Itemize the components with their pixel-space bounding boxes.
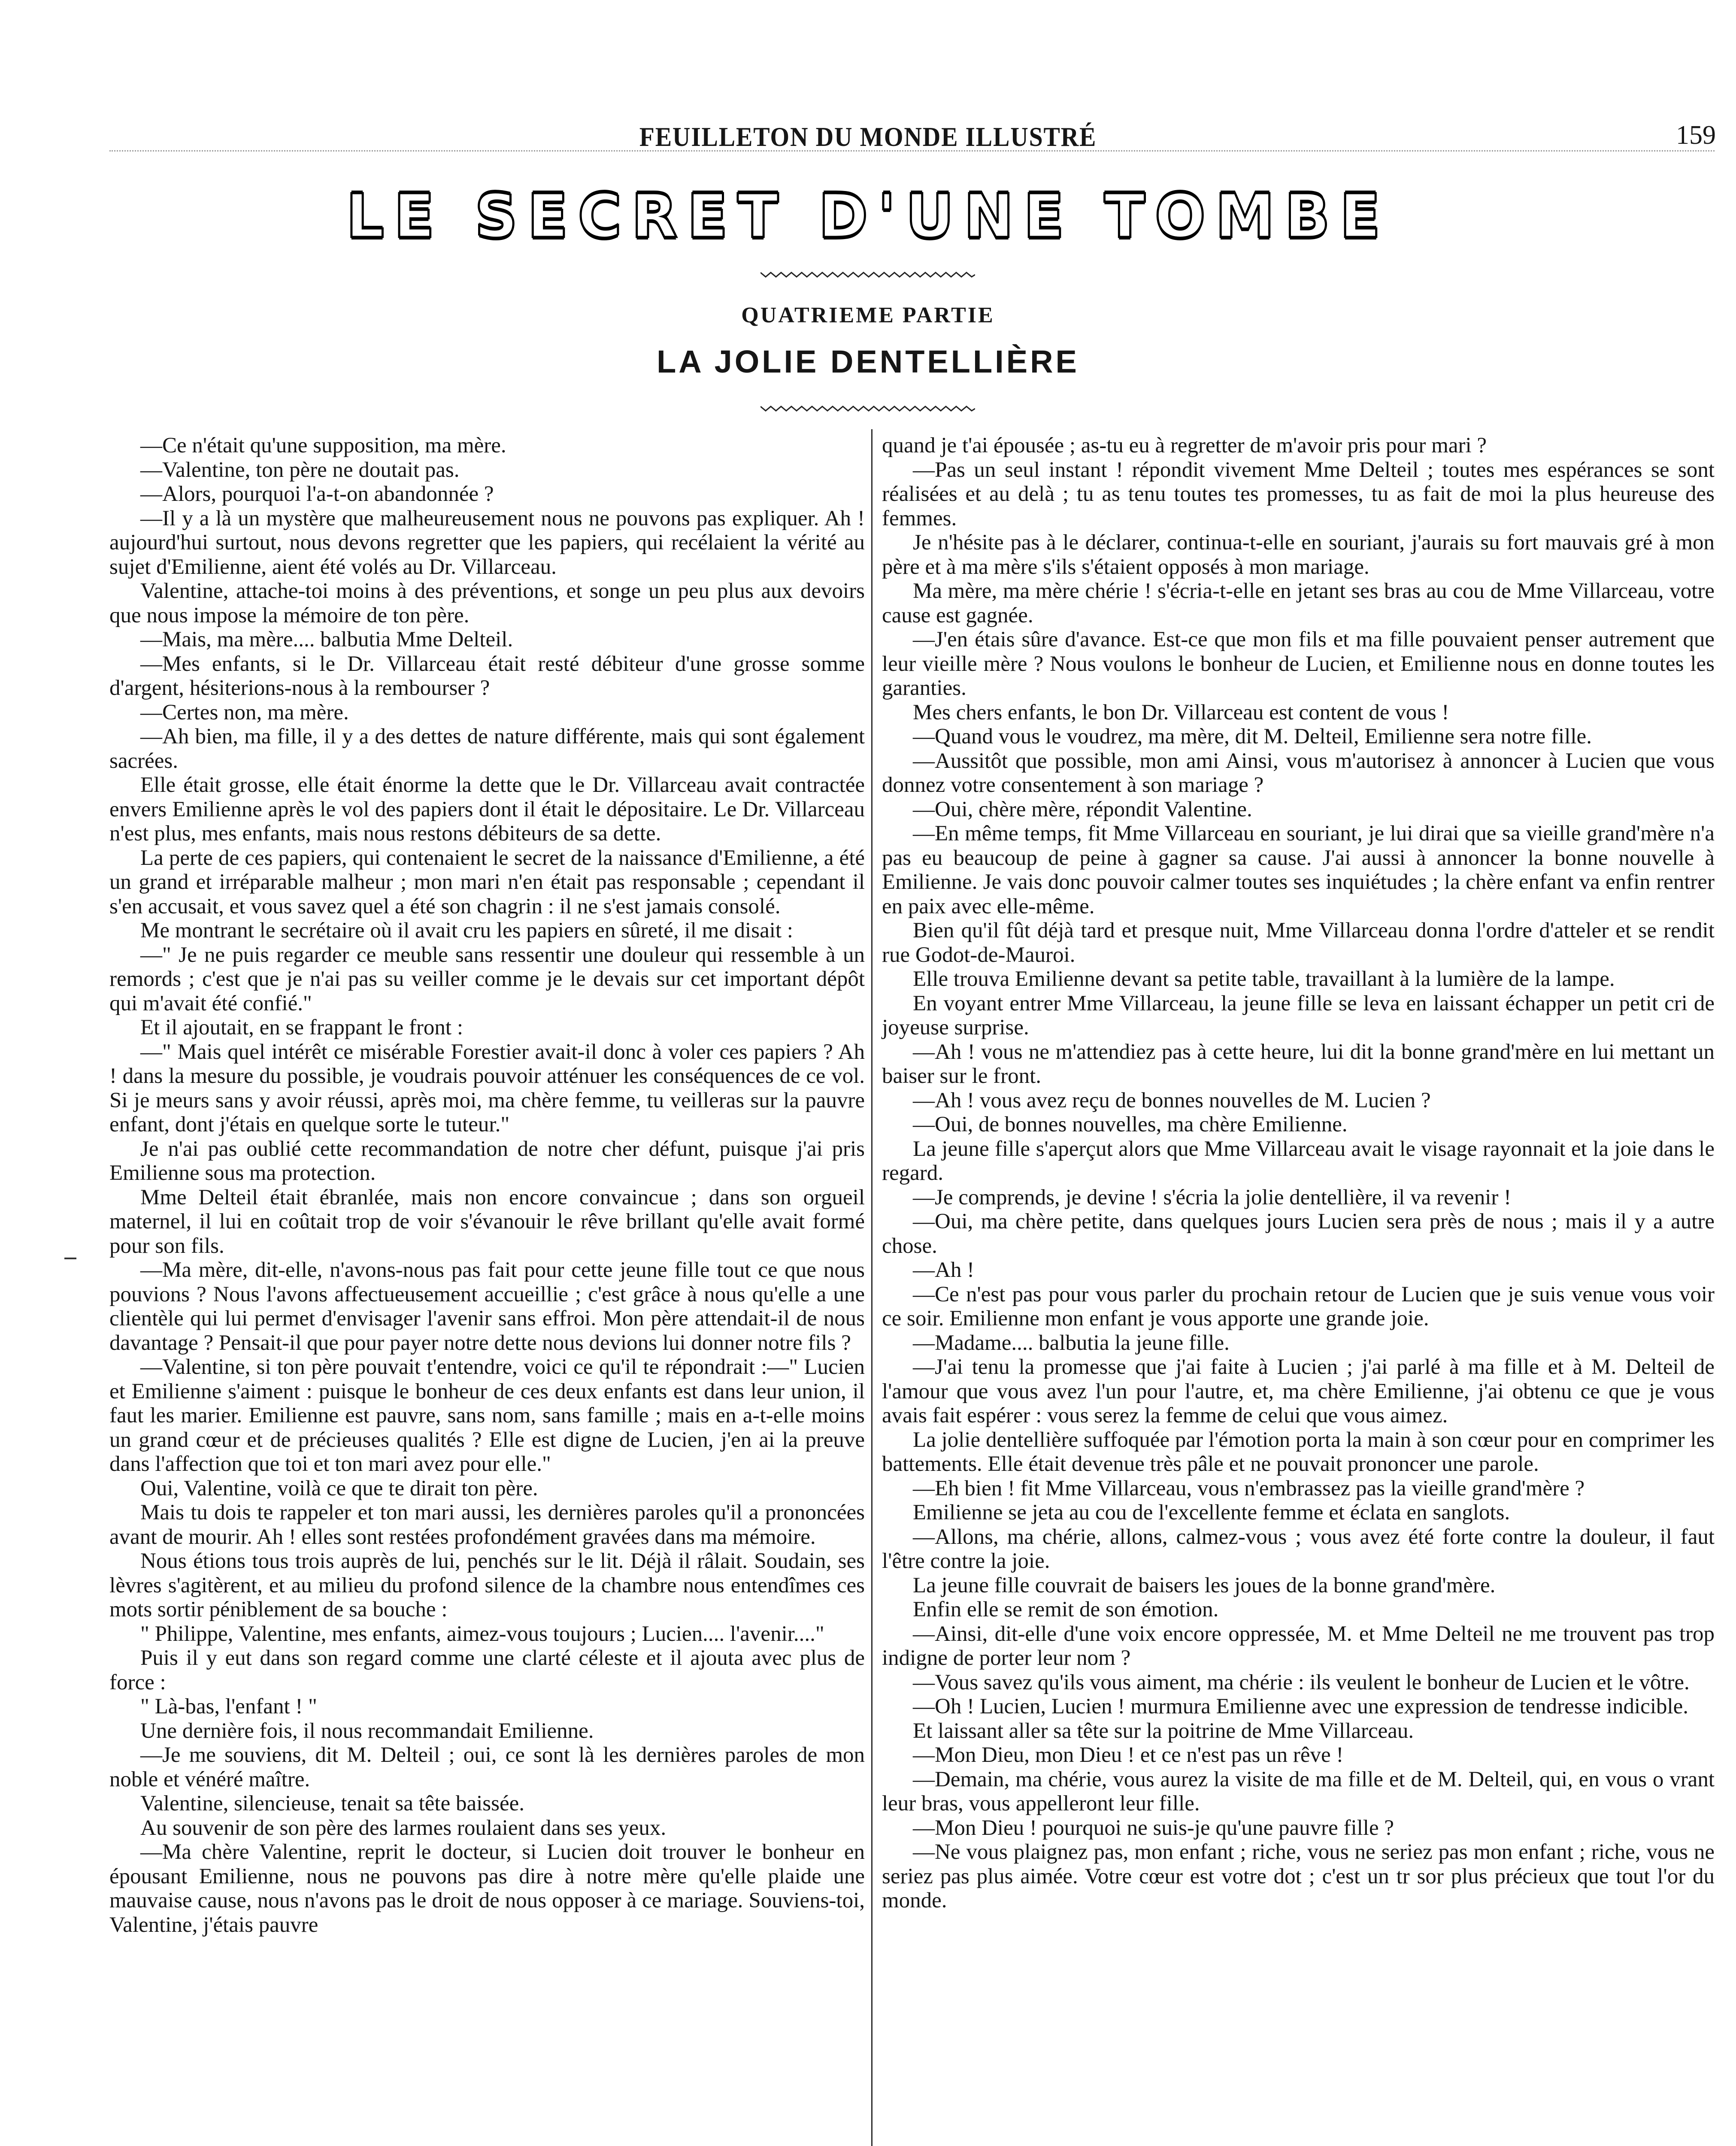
left-column (109, 433, 865, 1937)
paragraph: —Demain, ma chérie, vous aurez la visite de ma fille et de M. Delteil, qui, en vous o vrant leur bras, vous appelleront leur fille. (882, 1767, 1715, 1816)
paragraph: Une dernière fois, il nous recommandait Emilienne. (140, 1719, 594, 1743)
paragraph: La perte de ces papiers, qui contenaient le secret de la naissance d'Emilienne, a été un grand et irréparable malheur ; mon mari n'en était pas responsable ; cependant il s'en accusait, et vous savez quel a été son chagrin : il ne s'est jamais consolé. (109, 846, 865, 918)
paragraph: Et laissant aller sa tête sur la poitrine de Mme Villarceau. (913, 1719, 1414, 1743)
paragraph: Valentine, attache-toi moins à des préventions, et songe un peu plus aux devoirs que nous impose la mémoire de ton père. (109, 579, 865, 627)
paragraph: Oui, Valentine, voilà ce que te dirait ton père. (140, 1476, 538, 1500)
paragraph: Mais tu dois te rappeler et ton mari aussi, les dernières paroles qu'il a prononcées avant de mourir. Ah ! elles sont restées profondément gravées dans ma mémoire. (109, 1500, 865, 1549)
paragraph: —Oh ! Lucien, Lucien ! murmura Emilienne avec une expression de tendresse indicible. (913, 1694, 1689, 1719)
paragraph: —Ah ! (913, 1258, 975, 1282)
paragraph: Elle trouva Emilienne devant sa petite table, travaillant à la lumière de la lampe. (913, 967, 1615, 991)
paragraph: —Ma chère Valentine, reprit le docteur, si Lucien doit trouver le bonheur en épousant Emilienne, nous ne pouvons pas dire à notre mère qu'elle plaide une mauvaise cause, nous n'avons pas le droit de nous opposer à ce mariage. Souviens-toi, Valentine, j'étais pauvre (109, 1840, 865, 1937)
paragraph: —En même temps, fit Mme Villarceau en souriant, je lui dirai que sa vieille grand'mère n'a pas eu beaucoup de peine à gagner sa cause. J'ai aussi à annoncer la bonne nouvelle à Emilienne. Je vais donc pouvoir calmer toutes ses inquiétudes ; la chère enfant va enfin rentrer en paix avec elle-même. (882, 821, 1715, 918)
paragraph: Puis il y eut dans son regard comme une clarté céleste et il ajouta avec plus de force : (109, 1646, 865, 1694)
paragraph: Enfin elle se remit de son émotion. (913, 1597, 1219, 1622)
story-title: LE SECRET D'UNE TOMBE (346, 182, 1390, 252)
paragraph: " Philippe, Valentine, mes enfants, aimez-vous toujours ; Lucien.... l'avenir...." (140, 1622, 824, 1646)
paragraph: —" Mais quel intérêt ce misérable Forestier avait-il donc à voler ces papiers ? Ah ! dans la mesure du possible, je voudrais pouvoir atténuer les conséquences de ce vol. Si je meurs sans y avoir réussi, après moi, ma chère femme, tu veilleras sur la pauvre enfant, dont j'étais en quelque sorte le tuteur." (109, 1040, 865, 1137)
paragraph: Ma mère, ma mère chérie ! s'écria-t-elle en jetant ses bras au cou de Mme Villarceau, votre cause est gagnée. (882, 579, 1715, 627)
paragraph: quand je t'ai épousée ; as-tu eu à regretter de m'avoir pris pour mari ? (882, 433, 1487, 458)
paragraph: Emilienne se jeta au cou de l'excellente femme et éclata en sanglots. (913, 1500, 1510, 1525)
page-number: 159 (1676, 121, 1716, 150)
paragraph: —Mes enfants, si le Dr. Villarceau était resté débiteur d'une grosse somme d'argent, hésiterions-nous à la rembourser ? (109, 652, 865, 700)
paragraph: Valentine, silencieuse, tenait sa tête baissée. (140, 1791, 524, 1816)
paragraph: La jeune fille couvrait de baisers les joues de la bonne grand'mère. (913, 1573, 1496, 1597)
right-column (882, 433, 1715, 1913)
paragraph: —Oui, chère mère, répondit Valentine. (913, 797, 1252, 821)
title-ornament (760, 268, 975, 281)
paragraph: —Ah bien, ma fille, il y a des dettes de nature différente, mais qui sont également sacrées. (109, 724, 865, 773)
paragraph: —Ah ! vous avez reçu de bonnes nouvelles de M. Lucien ? (913, 1088, 1431, 1112)
paragraph: —J'ai tenu la promesse que j'ai faite à Lucien ; j'ai parlé à ma fille et à M. Delteil de l'amour que vous avez l'un pour l'autre, et, ma chère Emilienne, j'ai obtenu ce que je vous avais fait espérer : vous serez la femme de celui que vous aimez. (882, 1355, 1715, 1428)
paragraph: —Alors, pourquoi l'a-t-on abandonnée ? (140, 482, 494, 506)
paragraph: —Allons, ma chérie, allons, calmez-vous ; vous avez été forte contre la douleur, il faut l'être contre la joie. (882, 1525, 1715, 1573)
paragraph: —Mon Dieu, mon Dieu ! et ce n'est pas un rêve ! (913, 1743, 1344, 1767)
column-divider (871, 429, 873, 2146)
paragraph: —Mon Dieu ! pourquoi ne suis-je qu'une pauvre fille ? (913, 1816, 1394, 1840)
paragraph: —Aussitôt que possible, mon ami Ainsi, vous m'autorisez à annoncer à Lucien que vous donnez votre consentement à son mariage ? (882, 749, 1715, 797)
paragraph: —Ce n'était qu'une supposition, ma mère. (140, 433, 506, 458)
paragraph: Nous étions tous trois auprès de lui, penchés sur le lit. Déjà il râlait. Soudain, ses lèvres s'agitèrent, et au milieu du profond silence de la chambre nous entendîmes ces mots sortir péniblement de sa bouche : (109, 1549, 865, 1622)
paragraph: Au souvenir de son père des larmes roulaient dans ses yeux. (140, 1816, 667, 1840)
paragraph: —Mais, ma mère.... balbutia Mme Delteil. (140, 627, 513, 652)
paragraph: —Je me souviens, dit M. Delteil ; oui, ce sont là les dernières paroles de mon noble et vénéré maître. (109, 1743, 865, 1791)
paragraph: Et il ajoutait, en se frappant le front : (140, 1015, 464, 1040)
section-ornament (760, 402, 975, 415)
paragraph: —Pas un seul instant ! répondit vivement Mme Delteil ; toutes mes espérances se sont réalisées et au delà ; tu as tenu toutes tes promesses, tu as fait de moi la plus heureuse des femmes. (882, 458, 1715, 530)
paragraph: —Certes non, ma mère. (140, 700, 349, 724)
section-title: LA JOLIE DENTELLIÈRE (657, 344, 1079, 379)
paragraph: Elle était grosse, elle était énorme la dette que le Dr. Villarceau avait contractée envers Emilienne après le vol des papiers dont il était le dépositaire. Le Dr. Villarceau n'est plus, mes enfants, mais nous restons débiteurs de sa dette. (109, 773, 865, 846)
paragraph: —Il y a là un mystère que malheureusement nous ne pouvons pas expliquer. Ah ! aujourd'hui surtout, nous devons regretter que les papiers, qui recélaient la vérité au sujet d'Emilienne, aient été volés au Dr. Villarceau. (109, 506, 865, 579)
paragraph: Je n'hésite pas à le déclarer, continua-t-elle en souriant, j'aurais su fort mauvais gré à mon père et à ma mère s'ils s'étaient opposés à mon mariage. (882, 530, 1715, 579)
paragraph: —" Je ne puis regarder ce meuble sans ressentir une douleur qui ressemble à un remords ; c'est que je n'ai pas su veiller comme je le devais sur cet important dépôt qui m'avait été confié." (109, 943, 865, 1015)
paragraph: —Valentine, si ton père pouvait t'entendre, voici ce qu'il te répondrait :—" Lucien et Emilienne s'aiment : puisque le bonheur de ces deux enfants est dans leur union, il faut les marier. Emilienne est pauvre, sans nom, sans famille ; mais en a-t-elle moins un grand cœur et de précieuses qualités ? Elle est digne de Lucien, j'en ai la preuve dans l'affection que toi et ton mari avez pour elle." (109, 1355, 865, 1476)
paragraph: —Oui, ma chère petite, dans quelques jours Lucien sera près de nous ; mais il y a autre chose. (882, 1209, 1715, 1258)
header-rule (109, 150, 1715, 152)
paragraph: Mes chers enfants, le bon Dr. Villarceau est content de vous ! (913, 700, 1449, 724)
paragraph: —Vous savez qu'ils vous aiment, ma chérie : ils veulent le bonheur de Lucien et le vôtre. (913, 1670, 1690, 1694)
paragraph: La jolie dentellière suffoquée par l'émotion porta la main à son cœur pour en comprimer les battements. Elle était devenue très pâle et ne pouvait prononcer une parole. (882, 1428, 1715, 1476)
paragraph: —Ainsi, dit-elle d'une voix encore oppressée, M. et Mme Delteil ne me trouvent pas trop indigne de porter leur nom ? (882, 1622, 1715, 1670)
paragraph: —Quand vous le voudrez, ma mère, dit M. Delteil, Emilienne sera notre fille. (913, 724, 1592, 749)
paragraph: —Ne vous plaignez pas, mon enfant ; riche, vous ne seriez pas mon enfant ; riche, vous ne seriez pas plus aimée. Votre cœur est votre dot ; c'est un tr sor plus précieux que tout l'or du monde. (882, 1840, 1715, 1913)
paragraph: —Madame.... balbutia la jeune fille. (913, 1331, 1230, 1355)
part-title: QUATRIEME PARTIE (741, 303, 995, 327)
paragraph: En voyant entrer Mme Villarceau, la jeune fille se leva en laissant échapper un petit cri de joyeuse surprise. (882, 991, 1715, 1040)
margin-mark-left (64, 1258, 76, 1259)
paragraph: Me montrant le secrétaire où il avait cru les papiers en sûreté, il me disait : (140, 918, 793, 943)
paragraph: La jeune fille s'aperçut alors que Mme Villarceau avait le visage rayonnait et la joie dans le regard. (882, 1137, 1715, 1185)
paragraph: " Là-bas, l'enfant ! " (140, 1694, 317, 1719)
running-head: FEUILLETON DU MONDE ILLUSTRÉ (639, 121, 1097, 152)
paragraph: —Ce n'est pas pour vous parler du prochain retour de Lucien que je suis venue vous voir ce soir. Emilienne mon enfant je vous apporte une grande joie. (882, 1282, 1715, 1331)
paragraph: —Ah ! vous ne m'attendiez pas à cette heure, lui dit la bonne grand'mère en lui mettant un baiser sur le front. (882, 1040, 1715, 1088)
paragraph: Bien qu'il fût déjà tard et presque nuit, Mme Villarceau donna l'ordre d'atteler et se rendit rue Godot-de-Mauroi. (882, 918, 1715, 967)
paragraph: Mme Delteil était ébranlée, mais non encore convaincue ; dans son orgueil maternel, il lui en coûtait trop de voir s'évanouir le rêve brillant qu'elle avait formé pour son fils. (109, 1185, 865, 1258)
paragraph: —Je comprends, je devine ! s'écria la jolie dentellière, il va revenir ! (913, 1185, 1512, 1209)
paragraph: —Oui, de bonnes nouvelles, ma chère Emilienne. (913, 1112, 1348, 1137)
paragraph: —Ma mère, dit-elle, n'avons-nous pas fait pour cette jeune fille tout ce que nous pouvions ? Nous l'avons affectueusement accueillie ; c'est grâce à nous qu'elle a une clientèle qui lui permet d'envisager l'avenir sans effroi. Mon père attendait-il de nous davantage ? Pensait-il que pour payer notre dette nous devions lui donner notre fils ? (109, 1258, 865, 1355)
paragraph: Je n'ai pas oublié cette recommandation de notre cher défunt, puisque j'ai pris Emilienne sous ma protection. (109, 1137, 865, 1185)
paragraph: —Valentine, ton père ne doutait pas. (140, 458, 460, 482)
paragraph: —J'en étais sûre d'avance. Est-ce que mon fils et ma fille pouvaient penser autrement que leur vieille mère ? Nous voulons le bonheur de Lucien, et Emilienne nous en donne toutes les garanties. (882, 627, 1715, 700)
paragraph: —Eh bien ! fit Mme Villarceau, vous n'embrassez pas la vieille grand'mère ? (913, 1476, 1585, 1500)
